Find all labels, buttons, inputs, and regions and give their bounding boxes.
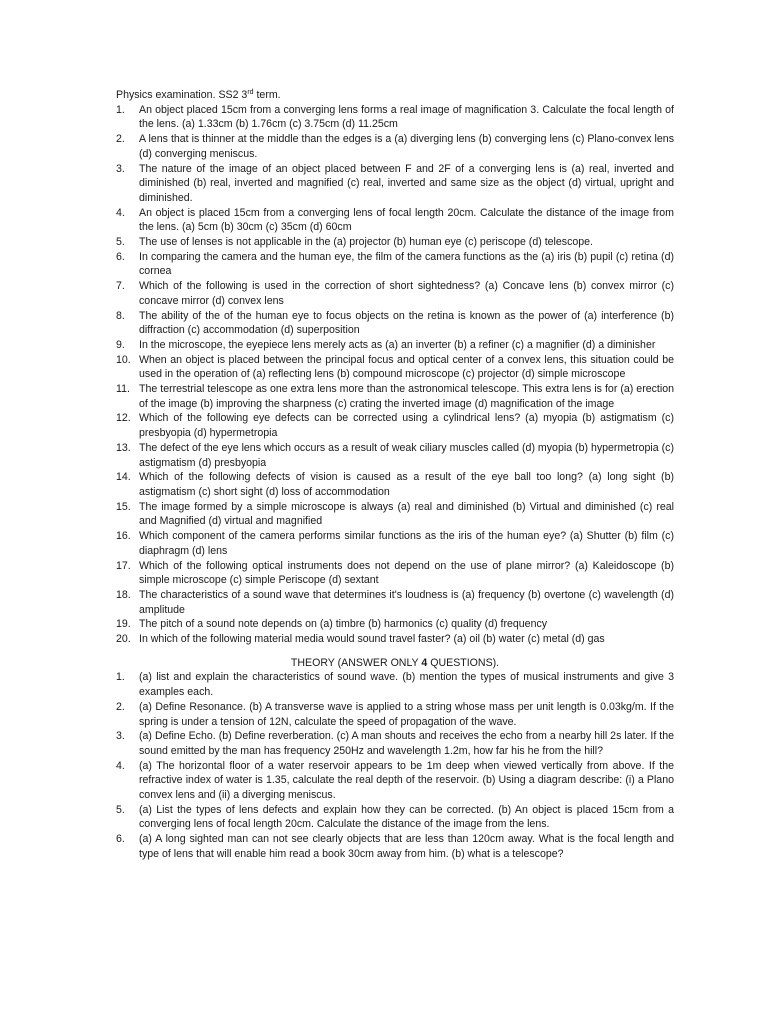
- title-superscript: rd: [247, 89, 254, 96]
- question-text: An object placed 15cm from a converging lens forms a real image of magnification 3. Calculate the focal length of the lens. (a) 1.33cm (b) 1.76cm (c) 3.75cm (d) 11.25cm: [139, 103, 674, 131]
- question-item: [116, 470, 674, 499]
- question-item: [116, 617, 674, 632]
- question-number: 12.: [116, 412, 131, 425]
- question-text: The defect of the eye lens which occurs as a result of weak ciliary muscles called (d) myopia (b) hypermetropia (c) astigmatism (d) presbyopia: [139, 441, 674, 469]
- theory-text: (a) The horizontal floor of a water reservoir appears to be 1m deep when viewed vertically from above. If the refractive index of water is 1.35, calculate the real depth of the reservoir. (b) Using a diagram describe: (i) a Plano convex lens and (ii) a diverging meniscus.: [139, 759, 674, 802]
- exam-paper: [116, 88, 674, 862]
- theory-item: [116, 832, 674, 861]
- question-item: [116, 132, 674, 161]
- question-text: In comparing the camera and the human eye, the film of the camera functions as the (a) iris (b) pupil (c) retina (d) cornea: [139, 250, 674, 278]
- page-title: [116, 88, 674, 103]
- question-item: [116, 441, 674, 470]
- question-text: Which of the following is used in the correction of short sightedness? (a) Concave lens (b) convex mirror (c) concave mirror (d) convex lens: [139, 280, 674, 307]
- theory-item: [116, 700, 674, 729]
- question-item: [116, 411, 674, 440]
- question-item: [116, 235, 674, 250]
- question-number: 19.: [116, 618, 131, 631]
- question-text: Which of the following optical instruments does not depend on the use of plane mirror? (a) Kaleidoscope (b) simple microscope (c) simple Periscope (d) sextant: [139, 559, 674, 587]
- question-text: The nature of the image of an object placed between F and 2F of a converging lens is (a) real, inverted and diminished (b) real, inverted and magnified (c) real, inverted and same size as the object (d) virtual, upright and diminished.: [139, 162, 674, 204]
- question-text: In which of the following material media would sound travel faster? (a) oil (b) water (c) metal (d) gas: [139, 633, 605, 646]
- theory-number: 6.: [116, 833, 125, 846]
- theory-heading: [116, 656, 674, 671]
- question-item: [116, 353, 674, 382]
- question-text: Which of the following eye defects can be corrected using a cylindrical lens? (a) myopia (b) astigmatism (c) presbyopia (d) hypermetropia: [139, 412, 674, 440]
- question-text: The use of lenses is not applicable in the (a) projector (b) human eye (c) periscope (d) telescope.: [139, 236, 593, 249]
- question-number: 15.: [116, 500, 131, 513]
- theory-item: [116, 729, 674, 758]
- question-text: An object is placed 15cm from a converging lens of focal length 20cm. Calculate the distance of the image from the lens. (a) 5cm (b) 30cm (c) 35cm (d) 60cm: [139, 206, 674, 234]
- title-suffix: term.: [253, 89, 281, 101]
- theory-item: [116, 803, 674, 832]
- question-item: [116, 559, 674, 588]
- question-number: 13.: [116, 441, 131, 454]
- theory-text: (a) A long sighted man can not see clearly objects that are less than 120cm away. What is the focal length and type of lens that will enable him read a book 30cm away from him. (b) what is a telescope?: [139, 833, 674, 860]
- question-item: [116, 632, 674, 647]
- question-number: 1.: [116, 103, 125, 116]
- theory-text: (a) Define Echo. (b) Define reverberation. (c) A man shouts and receives the echo from a nearby hill 2s later. If the sound emitted by the man has frequency 250Hz and wavelength 1.2m, how far his he from the hill?: [139, 730, 674, 757]
- theory-number: 5.: [116, 803, 125, 816]
- question-number: 18.: [116, 588, 131, 601]
- question-number: 2.: [116, 133, 125, 146]
- question-number: 16.: [116, 530, 131, 543]
- question-text: A lens that is thinner at the middle than the edges is a (a) diverging lens (b) converging lens (c) Plano-convex lens (d) converging meniscus.: [139, 133, 674, 160]
- theory-number: 3.: [116, 730, 125, 743]
- question-item: [116, 309, 674, 338]
- theory-number: 1.: [116, 671, 125, 684]
- question-item: [116, 279, 674, 308]
- question-number: 5.: [116, 236, 125, 249]
- theory-text: (a) Define Resonance. (b) A transverse wave is applied to a string whose mass per unit length is 0.03kg/m. If the spring is under a tension of 12N, calculate the speed of propagation of the wave.: [139, 700, 674, 728]
- question-text: The ability of the of the human eye to focus objects on the retina is known as the power of (a) interference (b) diffraction (c) accommodation (d) superposition: [139, 309, 674, 337]
- theory-questions: [116, 670, 674, 861]
- question-text: Which component of the camera performs similar functions as the iris of the human eye? (a) Shutter (b) film (c) diaphragm (d) lens: [139, 530, 674, 557]
- question-text: The pitch of a sound note depends on (a) timbre (b) harmonics (c) quality (d) frequency: [139, 618, 548, 631]
- question-text: The terrestrial telescope as one extra lens more than the astronomical telescope. This extra lens is for (a) erection of the image (b) improving the sharpness (c) crating the inverted image (d) magnification of the image: [139, 383, 674, 410]
- question-text: When an object is placed between the principal focus and optical center of a convex lens, this situation could be used in the operation of (a) reflecting lens (b) compound microscope (c) projector (d) simple microscope: [139, 353, 674, 381]
- question-number: 14.: [116, 471, 131, 484]
- question-number: 11.: [116, 383, 130, 396]
- question-item: [116, 588, 674, 617]
- question-number: 10.: [116, 353, 131, 366]
- theory-heading-suffix: QUESTIONS).: [427, 656, 500, 669]
- question-number: 17.: [116, 559, 131, 572]
- question-item: [116, 250, 674, 279]
- question-number: 6.: [116, 250, 125, 263]
- theory-number: 2.: [116, 700, 125, 713]
- question-number: 20.: [116, 633, 131, 646]
- question-number: 8.: [116, 309, 125, 322]
- question-number: 3.: [116, 162, 125, 175]
- question-item: [116, 103, 674, 132]
- question-number: 9.: [116, 338, 125, 351]
- question-item: [116, 529, 674, 558]
- theory-number: 4.: [116, 759, 125, 772]
- question-item: [116, 500, 674, 529]
- question-item: [116, 206, 674, 235]
- theory-heading-text: THEORY (ANSWER ONLY: [290, 656, 422, 669]
- question-item: [116, 338, 674, 353]
- question-text: In the microscope, the eyepiece lens merely acts as (a) an inverter (b) a refiner (c) a magnifier (d) a diminisher: [139, 338, 656, 351]
- question-number: 4.: [116, 206, 125, 219]
- theory-text: (a) list and explain the characteristics of sound wave. (b) mention the types of musical instruments and give 3 examples each.: [139, 671, 674, 699]
- theory-text: (a) List the types of lens defects and explain how they can be corrected. (b) An object is placed 15cm from a converging lens of focal length 20cm. Calculate the distance of the image from the lens.: [139, 803, 674, 831]
- theory-heading-count: 4: [421, 656, 428, 669]
- question-text: The image formed by a simple microscope is always (a) real and diminished (b) Virtual and diminished (c) real and Magnified (d) virtual and magnified: [139, 500, 674, 528]
- title-text: Physics examination. SS2 3: [116, 89, 248, 101]
- theory-item: [116, 670, 674, 699]
- question-text: The characteristics of a sound wave that determines it's loudness is (a) frequency (b) overtone (c) wavelength (d) amplitude: [139, 588, 674, 616]
- question-number: 7.: [116, 280, 125, 293]
- objective-questions: [116, 103, 674, 647]
- question-text: Which of the following defects of vision is caused as a result of the eye ball too long? (a) long sight (b) astigmatism (c) short sight (d) loss of accommodation: [139, 471, 674, 498]
- question-item: [116, 162, 674, 206]
- question-item: [116, 382, 674, 411]
- theory-item: [116, 759, 674, 803]
